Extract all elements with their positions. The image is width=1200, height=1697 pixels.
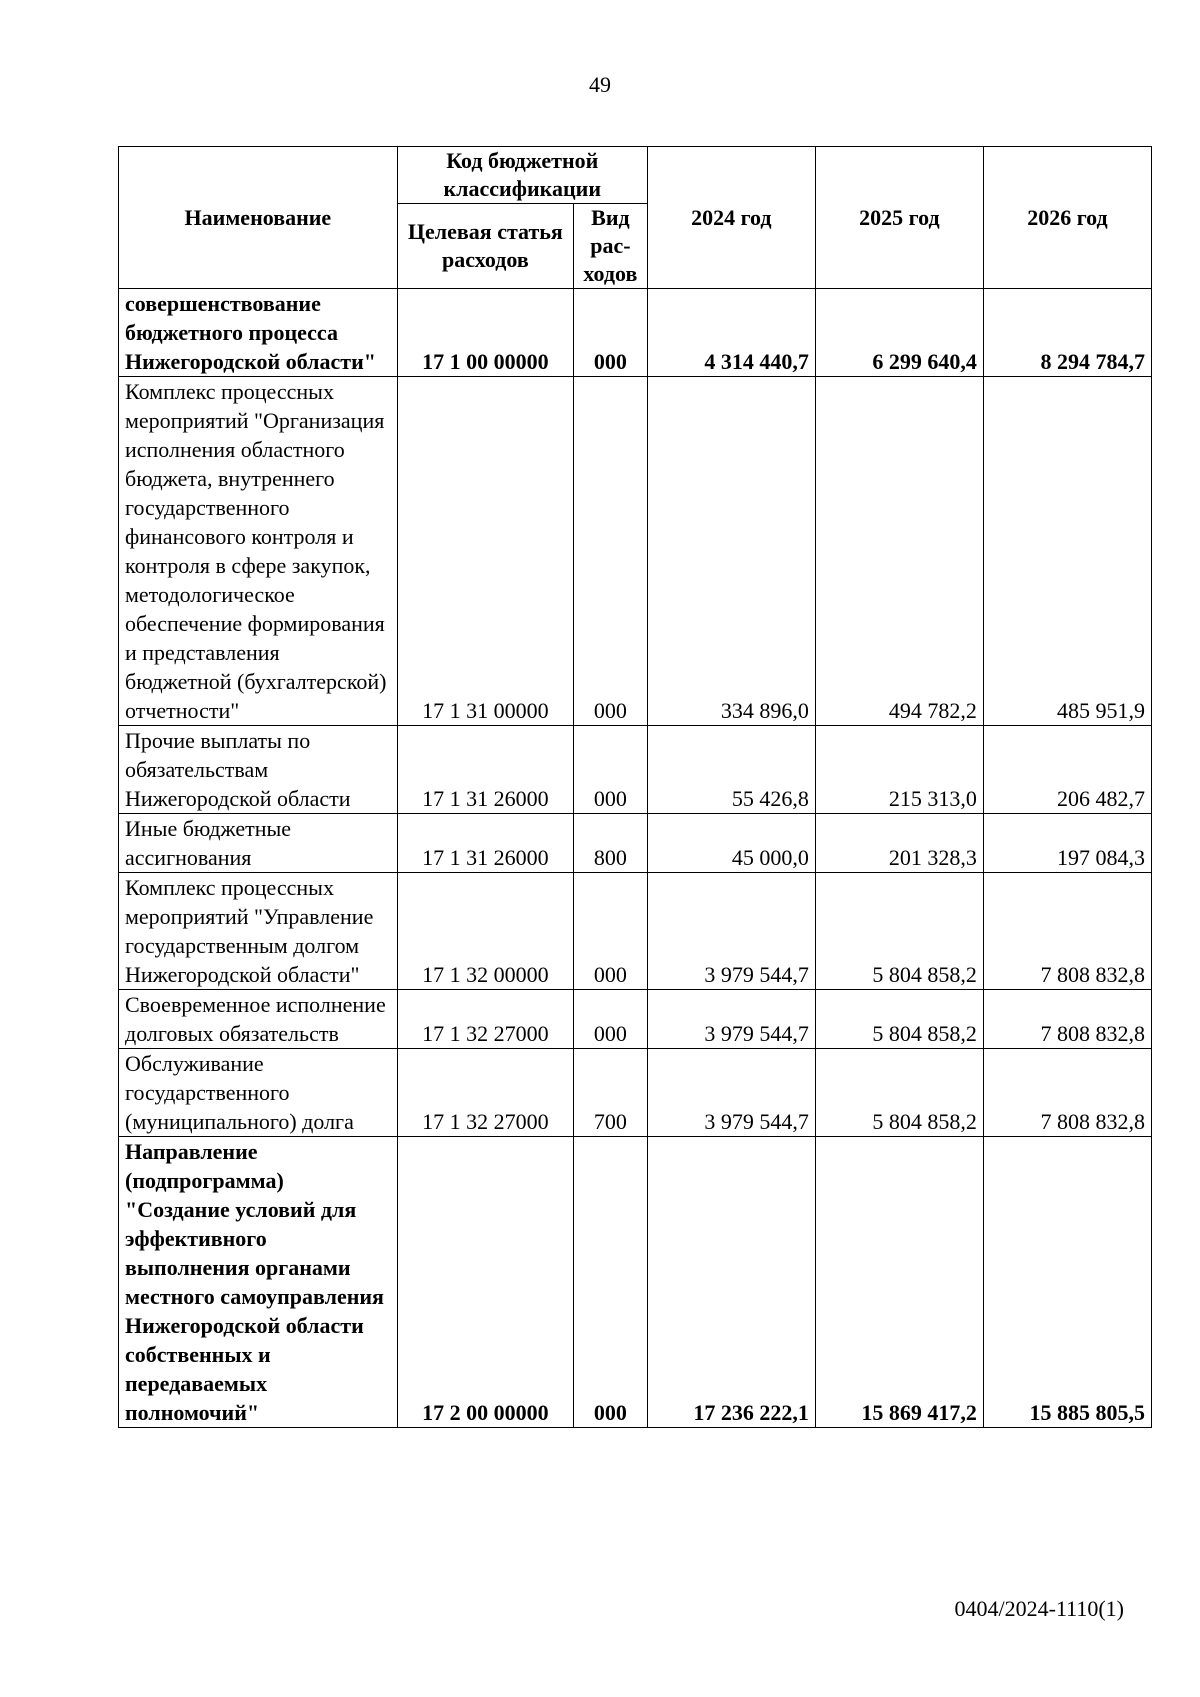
row-kind: 000 (574, 873, 648, 990)
row-2024: 55 426,8 (647, 726, 815, 814)
header-2024: 2024 год (647, 147, 815, 289)
row-2025: 494 782,2 (815, 377, 983, 726)
row-2025: 215 313,0 (815, 726, 983, 814)
row-code: 17 2 00 00000 (397, 1137, 573, 1428)
row-kind: 700 (574, 1049, 648, 1137)
row-2025: 6 299 640,4 (815, 289, 983, 377)
row-code: 17 1 32 27000 (397, 990, 573, 1049)
row-name: совершенствование бюджетного процесса Нижегородской области" (119, 289, 398, 377)
row-2026: 8 294 784,7 (983, 289, 1151, 377)
row-2024: 45 000,0 (647, 814, 815, 873)
header-name: Наименование (119, 147, 398, 289)
row-name: Своевременное исполнение долговых обязательств (119, 990, 398, 1049)
row-code: 17 1 32 00000 (397, 873, 573, 990)
row-code: 17 1 31 00000 (397, 377, 573, 726)
row-2024: 4 314 440,7 (647, 289, 815, 377)
row-name: Направление (подпрограмма) "Создание условий для эффективного выполнения органами местного самоуправления Нижегородской области собственных и передаваемых полномочий" (119, 1137, 398, 1428)
row-2025: 5 804 858,2 (815, 1049, 983, 1137)
row-2026: 197 084,3 (983, 814, 1151, 873)
row-name: Иные бюджетные ассигнования (119, 814, 398, 873)
row-2026: 7 808 832,8 (983, 990, 1151, 1049)
table-row (119, 726, 1152, 814)
row-2026: 485 951,9 (983, 377, 1151, 726)
budget-table (118, 146, 1152, 1428)
row-name: Прочие выплаты по обязательствам Нижегородской области (119, 726, 398, 814)
table-row (119, 289, 1152, 377)
table-row (119, 873, 1152, 990)
row-name: Комплекс процессных мероприятий "Управление государственным долгом Нижегородской области" (119, 873, 398, 990)
header-target-article: Целевая статья расходов (397, 204, 573, 289)
row-name: Обслуживание государственного (муниципального) долга (119, 1049, 398, 1137)
row-2026: 7 808 832,8 (983, 873, 1151, 990)
row-2024: 3 979 544,7 (647, 1049, 815, 1137)
row-code: 17 1 31 26000 (397, 814, 573, 873)
row-2026: 15 885 805,5 (983, 1137, 1151, 1428)
row-code: 17 1 31 26000 (397, 726, 573, 814)
table-row (119, 377, 1152, 726)
row-kind: 800 (574, 814, 648, 873)
row-2026: 206 482,7 (983, 726, 1151, 814)
row-2024: 3 979 544,7 (647, 873, 815, 990)
table-row (119, 1137, 1152, 1428)
row-2025: 201 328,3 (815, 814, 983, 873)
row-kind: 000 (574, 377, 648, 726)
page-number: 49 (589, 72, 611, 97)
row-2024: 334 896,0 (647, 377, 815, 726)
row-2024: 17 236 222,1 (647, 1137, 815, 1428)
row-2024: 3 979 544,7 (647, 990, 815, 1049)
row-2025: 5 804 858,2 (815, 990, 983, 1049)
header-2025: 2025 год (815, 147, 983, 289)
header-code-group: Код бюджетной классификации (397, 147, 647, 204)
row-name: Комплекс процессных мероприятий "Организация исполнения областного бюджета, внутреннего государственного финансового контроля и контроля в сфере закупок, методологическое обеспечение формирования и представления бюджетной (бухгалтерской) отчетности" (119, 377, 398, 726)
row-kind: 000 (574, 289, 648, 377)
header-expense-type: Вид рас-ходов (574, 204, 648, 289)
header-2026: 2026 год (983, 147, 1151, 289)
row-kind: 000 (574, 1137, 648, 1428)
table-row (119, 814, 1152, 873)
table-row (119, 1049, 1152, 1137)
table-row (119, 990, 1152, 1049)
row-2025: 5 804 858,2 (815, 873, 983, 990)
table-header-row (119, 147, 1152, 204)
row-code: 17 1 00 00000 (397, 289, 573, 377)
row-code: 17 1 32 27000 (397, 1049, 573, 1137)
row-2026: 7 808 832,8 (983, 1049, 1151, 1137)
row-kind: 000 (574, 726, 648, 814)
row-kind: 000 (574, 990, 648, 1049)
row-2025: 15 869 417,2 (815, 1137, 983, 1428)
document-registration-code: 0404/2024-1110(1) (954, 1596, 1124, 1621)
